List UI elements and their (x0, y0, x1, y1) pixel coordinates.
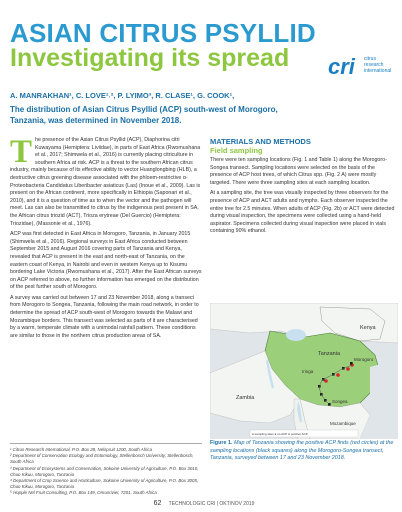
map-label-kenya: Kenya (360, 325, 376, 331)
map-label-mozambique: Mozambique (330, 421, 356, 426)
article-subtitle: The distribution of Asian Citrus Psyllid (ACP) south-west of Morogoro, Tanzania, was determined in November 2018. (10, 105, 278, 125)
intro-text: he presence of the Asian Citrus Psyllid (ACP), Diaphorina citri Kuwayama (Hemiptera: Liviidae), in parts of East Africa (Rwomushana et al., 2017; Shimwela et al., 2016) is currently placing citriculture in southern Africa at risk. ACP is a threat to the southern African citrus industry, mainly because of its effective ability to vector Huanglongbing (HLB), a destructive citrus greening disease associated with the phloem-restrictive α-Proteobacteria Candidatus Liberibacter asiaticus (Las) (Inoue et al., 2009). Las is present on the African continent, more specifically in Ethiopia (Saponari et al., 2010), and it is a question of time as to when the vector and the pathogen will meet. Las can also be transmitted to citrus by the indigenous pest present in SA, the African citrus triozid (ACT), Trioza erytreae (Del Guercio) (Hemiptera: Triozidae), (Massonie et al., 1976). (10, 137, 201, 227)
right-paragraph-2: At a sampling site, the tree was visually inspected by three observers for the presence of ACP and ACT adults and nymphs. Each observer inspected the entire tree for 2.5 minutes. When adults of ACP (Fig. 2b) or ACT were detected during visual inspection, the specimens were collected using a hand-held aspirator. Specimens collected during visual inspection were placed in vials containing 90% ethanol. (210, 190, 395, 235)
right-paragraph-1: There were ten sampling locations (Fig. 1 and Table 1) along the Morogoro-Songea transect. Sampling locations were selected on the basis of the presence of ACP host trees, of which Citrus spp. (Fig. 2 A) were mostly targeted. There were three sampling sites at each sampling location. (210, 157, 387, 186)
logo-sub-line-1: citrus (364, 56, 376, 62)
map-label-tanzania: Tanzania (318, 351, 341, 357)
logo-mark: cri (328, 54, 355, 79)
footnote-2: ² Department of Conservation Ecology and Entomology, Stellenbosch University, Stellenbosch, South Africa (10, 453, 194, 465)
footnote-5: ⁵ Hopple Nel Fruit Consulting, P.O. Box 149, Onrusrivier, 7201, South Africa (10, 490, 157, 496)
map-label-morogoro: Morogoro (354, 357, 374, 362)
logo-sub-line-3: international (364, 68, 392, 74)
caption-text: Map of Tanzania showing the positive ACP finds (red circles) at the sampling locations (black squares) along the Morogoro-Songea transect, Tanzania, surveyed between 17 and 23 November 2018. (210, 440, 394, 462)
left-column (10, 134, 202, 343)
footnote-4: ⁴ Department of Crop Science and Horticulture, Sokoine University of Agriculture, P.O. Box 3005, Chuo Kikuu, Morogoro, Tanzania (10, 478, 199, 490)
acp-positive-site (336, 373, 340, 377)
footnote-3: ³ Department of Ecosystems and Conservation, Sokoine University of Agriculture, P.O. Box 3010, Chuo Kikuu, Morogoro, Tanzania (10, 465, 199, 477)
authors-line: A. MANRAKHAN¹, C. LOVE¹˒², P. LYIMO³, R. CLASE¹, G. COOK¹, (10, 91, 235, 100)
map-label-zambia: Zambia (236, 395, 255, 401)
figure-label: Figure 1. (210, 440, 233, 446)
footnote-1: ¹ Citrus Research International, P.O. Box 28, Nelspruit 1200, South Africa (10, 447, 153, 452)
lake-victoria (286, 329, 306, 341)
acp-positive-site (324, 379, 328, 383)
logo-sub-line-2: research (364, 62, 384, 68)
title-line-1: ASIAN CITRUS PSYLLID (10, 18, 316, 48)
footnotes (10, 443, 202, 497)
tanzania-map (210, 303, 398, 439)
title-line-2: Investigating its spread (10, 44, 290, 72)
drop-cap: T (10, 134, 33, 170)
acp-positive-site (346, 367, 350, 371)
sampling-location (350, 362, 353, 365)
page-number: 62 (153, 500, 162, 507)
figure-caption (210, 440, 398, 463)
right-column (210, 137, 396, 239)
left-paragraph-3: A survey was carried out between 17 and 23 November 2018, along a transect from Morogoro to Songea, Tanzania, following the main road network, in order to determine the spread of ACP south-west of Morogoro towards the Malawi and Mozambique borders. This transect was selected as parts of it are characterised by a warm, temperate climate with a unimodal rainfall pattern. These conditions are similar to those in the northern citrus production areas of SA. (10, 294, 199, 339)
page-footer (10, 500, 398, 507)
cri-logo (328, 54, 398, 80)
sub-heading: Field sampling (210, 146, 263, 155)
map-label-iringa: Iringa (302, 369, 314, 374)
map-label-songea: Songea (332, 399, 348, 404)
left-paragraph-2: ACP was first detected in East Africa in Morogoro, Tanzania, in January 2015 (Shimwela et al., 2016). Regional surveys in East Africa conducted between September 2015 and August 2016 covering parts of Tanzania and Kenya, revealed that ACP is present in the east and north-east of Tanzania, on the eastern coast of Kenya, in Nairobi and even in western Kenya up to Kisumu bordering Lake Victoria (Rwomushana et al., 2017). After the East African surveys on ACP referred to above, no further information has emerged on the distribution of the pest further south of Morogoro. (10, 231, 202, 291)
intro-paragraph (10, 134, 202, 228)
map-legend-text: ● sampling sites ● no ACP ● positive ACP (252, 432, 308, 436)
logo-subtitle (364, 56, 398, 74)
section-heading: MATERIALS AND METHODS (210, 137, 311, 146)
journal-name: TECHNOLOGIC CRI | OKT/NOV 2019 (168, 501, 255, 507)
